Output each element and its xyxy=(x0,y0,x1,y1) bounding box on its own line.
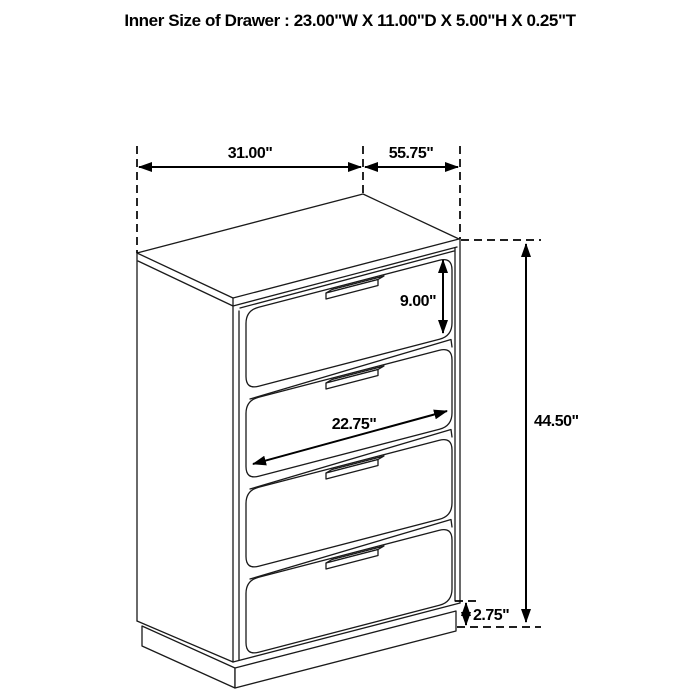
dim-label-base-height: 2.75" xyxy=(473,607,510,624)
chest-drawing xyxy=(137,194,460,688)
dim-label-top-depth: 55.75" xyxy=(388,145,434,162)
dim-label-top-width: 31.00" xyxy=(227,145,273,162)
dim-label-drawer-height: 9.00" xyxy=(399,293,437,310)
dim-label-total-height: 44.50" xyxy=(534,413,579,430)
dim-label-drawer-width: 22.75" xyxy=(331,416,377,433)
page-title: Inner Size of Drawer : 23.00"W X 11.00"D X 5.00"H X 0.25"T xyxy=(124,11,576,30)
